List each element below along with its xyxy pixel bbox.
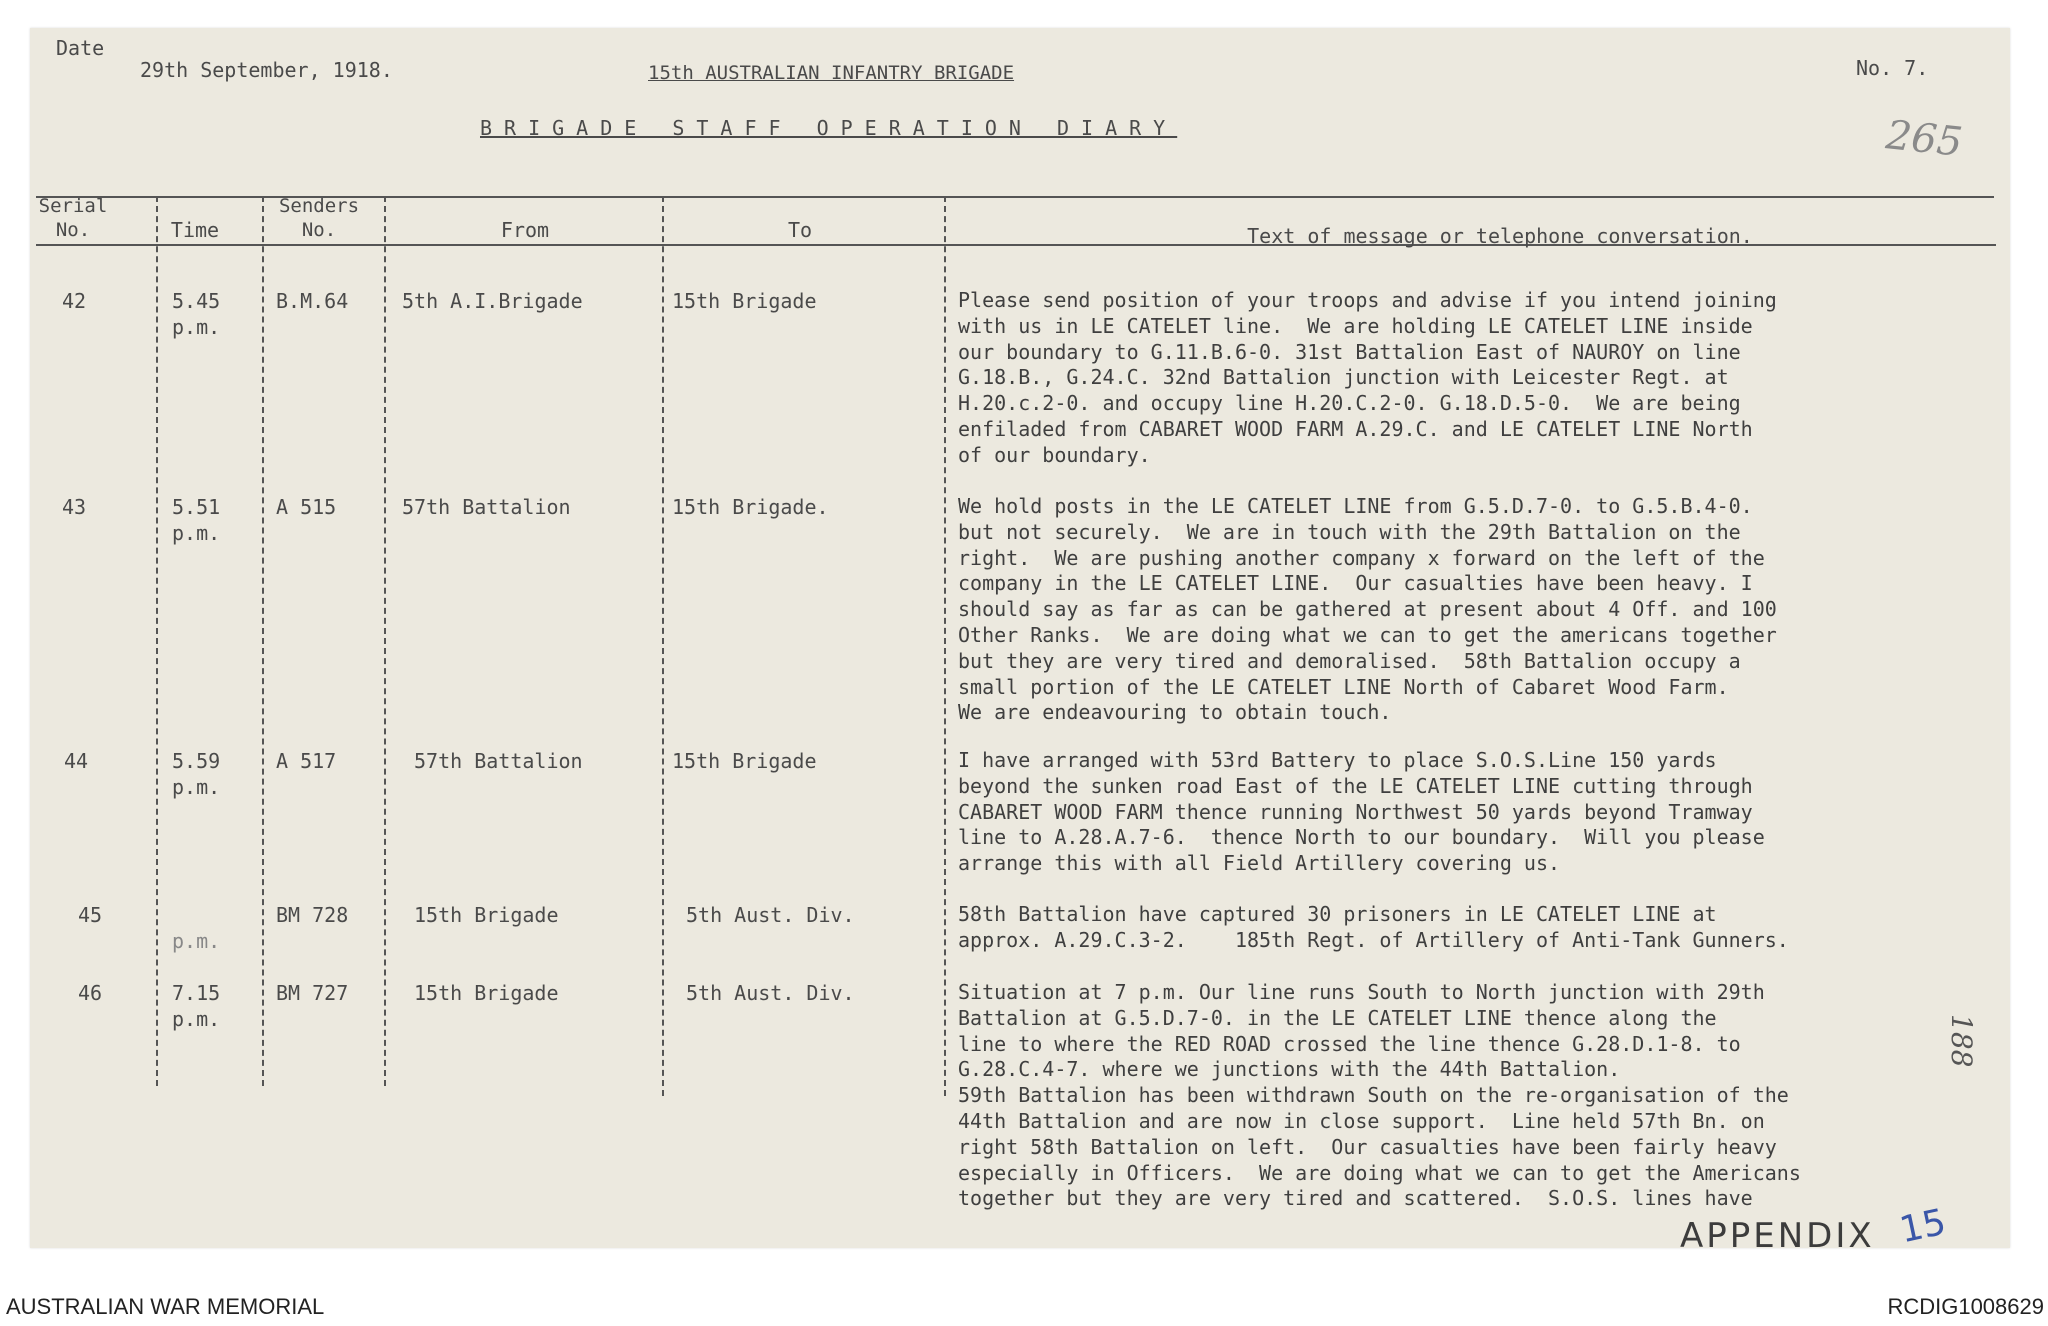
message-text: 58th Battalion have captured 30 prisoners in LE CATELET LINE at approx. A.29.C.3-2. 185th Regt. of Artillery of Anti-Tank Gunners. <box>958 902 1789 952</box>
margin-note-handwritten: 188 <box>1945 1014 1978 1068</box>
from: 57th Battalion <box>414 749 583 773</box>
senders-number: A 517 <box>276 749 337 773</box>
unit-name: 15th AUSTRALIAN INFANTRY BRIGADE <box>648 62 1015 84</box>
column-divider <box>662 196 664 1096</box>
serial-number: 43 <box>62 495 87 519</box>
column-divider <box>944 196 946 1096</box>
senders-number: BM 727 <box>276 981 349 1005</box>
from: 15th Brigade <box>414 981 559 1005</box>
column-divider <box>384 196 386 1086</box>
message-text: Situation at 7 p.m. Our line runs South to North junction with 29th Battalion at G.5.D.7-0. in the LE CATELET LINE thence along the line to where the RED ROAD crossed the line thence G.28.D.1-8. to G.28.C.4-7. where we junctions with the 44th Battalion. 59th Battalion has been withdrawn South on the re-organisation of the 44th Battalion and are now in close support. Line held 57th Bn. on right 58th Battalion on left. Our casualties have been fairly heavy especially in Officers. We are doing what we can to get the Americans together but they are very tired and scattered. S.O.S. lines have <box>958 980 1801 1211</box>
time: 5.45 <box>172 289 221 313</box>
to: 15th Brigade <box>672 289 817 313</box>
time-ampm: p.m. <box>172 929 221 953</box>
to: 15th Brigade. <box>672 495 829 519</box>
message-text: Please send position of your troops and advise if you intend joining with us in LE CATELET line. We are holding LE CATELET LINE inside our boundary to G.11.B.6-0. 31st Battalion East of NAUROY on line G.18.B., G.24.C. 32nd Battalion junction with Leicester Regt. at H.20.c.2-0. and occupy line H.20.C.2-0. G.18.D.5-0. We are being enfiladed from CABARET WOOD FARM A.29.C. and LE CATELET LINE North of our boundary. <box>958 288 1777 467</box>
from: 57th Battalion <box>402 495 571 519</box>
col-header-senders: Senders No. <box>278 195 360 241</box>
footer-id: RCDIG1008629 <box>1887 1294 2044 1319</box>
serial-number: 45 <box>78 903 103 927</box>
time-ampm: p.m. <box>172 315 221 339</box>
footer-source: AUSTRALIAN WAR MEMORIAL <box>6 1294 325 1319</box>
senders-number: BM 728 <box>276 903 349 927</box>
to: 5th Aust. Div. <box>686 903 855 927</box>
appendix-mark-handwritten: 15 <box>1896 1201 1950 1252</box>
diary-date: 29th September, 1918. <box>140 58 393 82</box>
diary-title: BRIGADE STAFF OPERATION DIARY <box>480 116 1178 140</box>
page-number-handwritten: 265 <box>1883 112 1965 166</box>
from: 15th Brigade <box>414 903 559 927</box>
time-ampm: p.m. <box>172 521 221 545</box>
senders-number: B.M.64 <box>276 289 349 313</box>
col-header-serial: Serial No. <box>38 195 108 241</box>
time-ampm: p.m. <box>172 1007 221 1031</box>
serial-number: 46 <box>78 981 103 1005</box>
serial-number: 42 <box>62 289 87 313</box>
appendix-stamp: APPENDIX <box>1680 1216 1875 1256</box>
diary-number: No. 7. <box>1856 56 1929 80</box>
serial-number: 44 <box>64 749 89 773</box>
to: 5th Aust. Div. <box>686 981 855 1005</box>
col-header-time: Time <box>170 218 220 242</box>
date-label: Date <box>56 36 105 60</box>
time: 7.15 <box>172 981 221 1005</box>
time-ampm: p.m. <box>172 775 221 799</box>
column-divider <box>156 196 158 1086</box>
message-text: I have arranged with 53rd Battery to place S.O.S.Line 150 yards beyond the sunken road East of the LE CATELET LINE cutting through CABARET WOOD FARM thence running Northwest 50 yards beyond Tramway line to A.28.A.7-6. thence North to our boundary. Will you please arrange this with all Field Artillery covering us. <box>958 748 1765 876</box>
from: 5th A.I.Brigade <box>402 289 583 313</box>
col-header-from: From <box>500 218 550 242</box>
column-divider <box>262 196 264 1086</box>
col-header-text: Text of message or telephone conversation. <box>1247 224 1753 248</box>
senders-number: A 515 <box>276 495 337 519</box>
time: 5.59 <box>172 749 221 773</box>
col-header-to: To <box>787 218 813 242</box>
to: 15th Brigade <box>672 749 817 773</box>
time: 5.51 <box>172 495 221 519</box>
message-text: We hold posts in the LE CATELET LINE from G.5.D.7-0. to G.5.B.4-0. but not securely. We are in touch with the 29th Battalion on the right. We are pushing another company x forward on the left of the company in the LE CATELET LINE. Our casualties have been heavy. I should say as far as can be gathered at present about 4 Off. and 100 Other Ranks. We are doing what we can to get the americans together but they are very tired and demoralised. 58th Battalion occupy a small portion of the LE CATELET LINE North of Cabaret Wood Farm. We are endeavouring to obtain touch. <box>958 494 1777 725</box>
